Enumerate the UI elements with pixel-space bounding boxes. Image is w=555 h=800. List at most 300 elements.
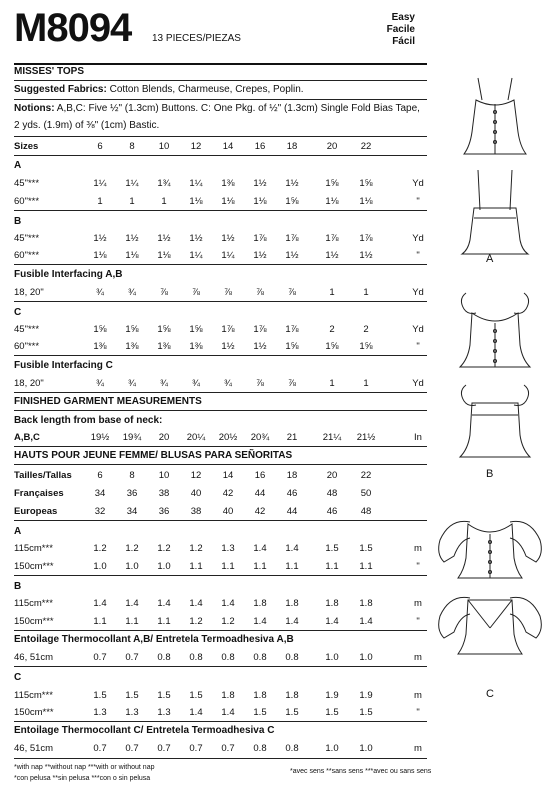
metric-title: HAUTS POUR JEUNE FEMME/ BLUSAS PARA SEÑORITAS (14, 450, 293, 461)
metric-row (14, 598, 427, 610)
cell-value: 1½ (285, 178, 299, 189)
cell-value: 50 (360, 488, 372, 499)
pieces-count: 13 PIECES/PIEZAS (152, 33, 241, 44)
cell-value: 1.3 (221, 543, 235, 554)
cell-value: 1.0 (325, 652, 339, 663)
cell-value: ¾ (224, 378, 232, 389)
cell-value: 1 (329, 287, 335, 298)
cell-value: 38 (190, 506, 202, 517)
pattern-number: M8094 (14, 6, 132, 50)
divider (14, 575, 427, 576)
cell-value: 1.5 (285, 707, 299, 718)
cell-value: 10 (158, 470, 170, 481)
cell-value: 1⅞ (253, 233, 267, 244)
unit: Yd (412, 233, 424, 244)
cell-value: 1.8 (253, 598, 267, 609)
cell-value: 22 (360, 470, 372, 481)
cell-value: 1.2 (221, 616, 235, 627)
cell-value: 1.1 (325, 561, 339, 572)
row-label: A,B,C (14, 432, 40, 443)
cell-value: 1¼ (125, 178, 139, 189)
cell-value: 0.8 (157, 652, 171, 663)
cell-value: 34 (126, 506, 138, 517)
cell-value: 1 (161, 196, 167, 207)
view-b-illustration (440, 285, 550, 475)
cell-value: 1¾ (157, 178, 171, 189)
cell-value: 1.8 (253, 690, 267, 701)
cell-value: 48 (326, 488, 338, 499)
footnote-en: *with nap **without nap ***with or without nap (14, 764, 155, 771)
cell-value: 1.4 (285, 616, 299, 627)
divider (14, 410, 427, 411)
cell-value: 1.8 (359, 598, 373, 609)
unit: " (416, 616, 420, 627)
cell-value: 1.1 (221, 561, 235, 572)
cell-value: 1.4 (325, 616, 339, 627)
divider (14, 136, 427, 137)
cell-value: 1½ (189, 233, 203, 244)
suggested-label: Suggested Fabrics: (14, 84, 107, 95)
row-label: Tailles/Tallas (14, 470, 72, 481)
cell-value: 1⅛ (93, 250, 107, 261)
cell-value: 6 (97, 141, 103, 152)
cell-value: 1⅛ (125, 250, 139, 261)
cell-value: 1⅝ (325, 178, 339, 189)
cell-value: 1⅛ (221, 196, 235, 207)
metric-row (14, 743, 427, 755)
cell-value: 0.8 (285, 743, 299, 754)
view-a-label: A (14, 160, 22, 171)
cell-value: 8 (129, 470, 135, 481)
view-a-illustration (440, 70, 550, 270)
cell-value: 1½ (125, 233, 139, 244)
cell-value: 1.8 (285, 598, 299, 609)
unit: m (414, 690, 422, 701)
divider (14, 99, 427, 100)
cell-value: 1.4 (189, 707, 203, 718)
cell-value: 19¾ (122, 432, 142, 443)
cell-value: 1⅝ (189, 324, 203, 335)
cell-value: 1.9 (359, 690, 373, 701)
divider (14, 63, 427, 65)
cell-value: 2 (329, 324, 335, 335)
cell-value: 1.5 (125, 690, 139, 701)
divider (14, 301, 427, 302)
row-label: 150cm*** (14, 707, 54, 718)
yardage-row (14, 378, 427, 390)
cell-value: 1.4 (253, 543, 267, 554)
row-label: 45"*** (14, 233, 40, 244)
cell-value: 1 (363, 287, 369, 298)
cell-value: 1⅞ (285, 233, 299, 244)
unit: " (416, 707, 420, 718)
fusible-ab-label: Fusible Interfacing A,B (14, 269, 123, 280)
cell-value: 1 (363, 378, 369, 389)
cell-value: 1½ (325, 250, 339, 261)
divider (14, 392, 427, 393)
cell-value: 21½ (356, 432, 376, 443)
cell-value: ⅞ (224, 287, 232, 298)
metric-c-label: C (14, 672, 22, 683)
cell-value: 1⅜ (189, 341, 203, 352)
cell-value: 0.7 (157, 743, 171, 754)
cell-value: 0.8 (253, 652, 267, 663)
footnote-es: *con pelusa **sin pelusa ***con o sin pelusa (14, 775, 151, 782)
cell-value: 1.0 (125, 561, 139, 572)
cell-value: 16 (254, 470, 266, 481)
cell-value: 1.0 (325, 743, 339, 754)
unit: Yd (412, 378, 424, 389)
fusible-c-label: Fusible Interfacing C (14, 360, 113, 371)
cell-value: 1½ (253, 178, 267, 189)
cell-value: 0.8 (253, 743, 267, 754)
cell-value: 38 (158, 488, 170, 499)
cell-value: 16 (254, 141, 266, 152)
unit: m (414, 743, 422, 754)
row-label: 60"*** (14, 341, 40, 352)
cell-value: 1⅝ (125, 324, 139, 335)
cell-value: 1.0 (93, 561, 107, 572)
difficulty-es: Fácil (392, 36, 415, 47)
cell-value: 1.1 (189, 561, 203, 572)
row-label: Françaises (14, 488, 64, 499)
cell-value: 1.4 (93, 598, 107, 609)
cell-value: 1⅞ (253, 324, 267, 335)
cell-value: 1.1 (93, 616, 107, 627)
finished-title: FINISHED GARMENT MEASUREMENTS (14, 396, 202, 407)
row-label: 115cm*** (14, 543, 53, 554)
yardage-row (14, 233, 427, 245)
cell-value: 1.5 (189, 690, 203, 701)
cell-value: 32 (94, 506, 106, 517)
cell-value: 1½ (253, 250, 267, 261)
cell-value: 1⅛ (253, 196, 267, 207)
row-label: 115cm*** (14, 690, 53, 701)
cell-value: 10 (158, 141, 170, 152)
notions-label: Notions: (14, 103, 55, 114)
cell-value: 19½ (90, 432, 110, 443)
cell-value: 1½ (93, 233, 107, 244)
cell-value: 1⅞ (325, 233, 339, 244)
row-label: 115cm*** (14, 598, 53, 609)
notions-text-2: 2 yds. (1.9m) of ⅜" (1cm) Bastic. (14, 120, 160, 131)
cell-value: 1¼ (221, 250, 235, 261)
cell-value: 1⅞ (359, 233, 373, 244)
cell-value: 1½ (285, 250, 299, 261)
metric-row (14, 561, 427, 573)
divider (14, 210, 427, 211)
cell-value: 0.7 (93, 743, 107, 754)
cell-value: ¾ (160, 378, 168, 389)
cell-value: 1.9 (325, 690, 339, 701)
cell-value: 1.5 (253, 707, 267, 718)
row-label: 45"*** (14, 324, 40, 335)
footnote-fr: *avec sens **sans sens ***avec ou sans sens (290, 768, 432, 775)
view-b-label: B (14, 216, 22, 227)
cell-value: 1⅝ (285, 196, 299, 207)
cell-value: 1.8 (285, 690, 299, 701)
cell-value: 0.7 (125, 743, 139, 754)
cell-value: 1⅜ (221, 178, 235, 189)
cell-value: 1⅜ (125, 341, 139, 352)
cell-value: 1.3 (93, 707, 107, 718)
row-label: 46, 51cm (14, 652, 54, 663)
cell-value: 0.7 (125, 652, 139, 663)
cell-value: 0.8 (285, 652, 299, 663)
cell-value: 42 (254, 506, 266, 517)
cell-value: 1⅞ (221, 324, 235, 335)
cell-value: 1.0 (359, 743, 373, 754)
metric-a-label: A (14, 526, 22, 537)
row-label: 60"*** (14, 196, 40, 207)
cell-value: 18 (286, 470, 298, 481)
cell-value: 1.2 (189, 616, 203, 627)
cell-value: 1⅛ (325, 196, 339, 207)
cell-value: 1½ (221, 233, 235, 244)
divider (14, 464, 427, 465)
cell-value: 1½ (221, 341, 235, 352)
cell-value: 1½ (157, 233, 171, 244)
row-label: 45"*** (14, 178, 40, 189)
cell-value: 12 (190, 141, 202, 152)
cell-value: ¾ (96, 287, 104, 298)
cell-value: 1.4 (157, 598, 171, 609)
unit: m (414, 652, 422, 663)
view-c-label: C (14, 307, 22, 318)
cell-value: 1½ (359, 250, 373, 261)
cell-value: 42 (222, 488, 234, 499)
cell-value: 1.4 (359, 616, 373, 627)
row-label: 150cm*** (14, 561, 54, 572)
cell-value: 44 (254, 488, 266, 499)
metric-fus-c-label: Entoilage Thermocollant C/ Entretela Termoadhesiva C (14, 725, 275, 736)
unit: " (416, 250, 420, 261)
cell-value: 1.4 (221, 598, 235, 609)
cell-value: 1.5 (325, 707, 339, 718)
cell-value: 1.8 (325, 598, 339, 609)
cell-value: 1¼ (189, 178, 203, 189)
cell-value: 1.2 (157, 543, 171, 554)
cell-value: 6 (97, 470, 103, 481)
cell-value: 1.1 (157, 616, 171, 627)
difficulty-en: Easy (391, 12, 415, 23)
cell-value: 1.8 (221, 690, 235, 701)
back-length-label: Back length from base of neck: (14, 415, 163, 426)
divider (14, 721, 427, 722)
cell-value: 48 (360, 506, 372, 517)
divider (14, 520, 427, 521)
yardage-row (14, 250, 427, 262)
unit: " (416, 561, 420, 572)
cell-value: 0.7 (93, 652, 107, 663)
row-label: 60"*** (14, 250, 40, 261)
suggested-fabrics (14, 84, 304, 95)
metric-row (14, 707, 427, 719)
cell-value: 1.5 (157, 690, 171, 701)
cell-value: 1.1 (253, 561, 267, 572)
cell-value: 1.4 (253, 616, 267, 627)
metric-b-label: B (14, 581, 22, 592)
yardage-row (14, 287, 427, 299)
cell-value: 21¼ (322, 432, 342, 443)
row-label: 46, 51cm (14, 743, 54, 754)
metric-row (14, 543, 427, 555)
notions (14, 103, 420, 114)
yardage-row (14, 341, 427, 353)
cell-value: 1.1 (285, 561, 299, 572)
cell-value: 0.7 (221, 743, 235, 754)
divider (14, 155, 427, 156)
cell-value: ¾ (128, 287, 136, 298)
cell-value: 12 (190, 470, 202, 481)
back-length-row (14, 432, 427, 444)
figure-b-label: B (486, 468, 494, 480)
cell-value: 20½ (218, 432, 238, 443)
unit: m (414, 543, 422, 554)
cell-value: ⅞ (288, 378, 296, 389)
cell-value: 1⅝ (359, 341, 373, 352)
divider (14, 446, 427, 447)
cell-value: 1.5 (359, 707, 373, 718)
cell-value: 20 (326, 470, 338, 481)
figure-c-label: C (486, 688, 494, 700)
difficulty-fr: Facile (386, 24, 415, 35)
cell-value: 22 (360, 141, 372, 152)
cell-value: 1.2 (125, 543, 139, 554)
cell-value: 36 (126, 488, 138, 499)
row-label: Sizes (14, 141, 39, 152)
cell-value: 1.0 (157, 561, 171, 572)
cell-value: 14 (222, 470, 234, 481)
cell-value: ¾ (128, 378, 136, 389)
cell-value: ⅞ (256, 378, 264, 389)
row-label: Europeas (14, 506, 58, 517)
cell-value: 1⅝ (359, 178, 373, 189)
row-label: 150cm*** (14, 616, 54, 627)
cell-value: 1 (329, 378, 335, 389)
cell-value: 2 (363, 324, 369, 335)
suggested-text: Cotton Blends, Charmeuse, Crepes, Poplin. (109, 84, 304, 95)
cell-value: ⅞ (288, 287, 296, 298)
cell-value: 14 (222, 141, 234, 152)
yardage-row (14, 178, 427, 190)
cell-value: ¾ (96, 378, 104, 389)
cell-value: 1⅛ (359, 196, 373, 207)
unit: " (416, 341, 420, 352)
difficulty-labels (387, 12, 415, 48)
cell-value: 1⅝ (325, 341, 339, 352)
metric-fus-ab-label: Entoilage Thermocollant A,B/ Entretela Termoadhesiva A,B (14, 634, 294, 645)
cell-value: 1.1 (359, 561, 373, 572)
notions-text: A,B,C: Five ½" (1.3cm) Buttons. C: One Pkg. of ½" (1.3cm) Single Fold Bias Tape, (56, 103, 420, 114)
cell-value: 40 (190, 488, 202, 499)
unit: In (414, 432, 422, 443)
cell-value: 1 (129, 196, 135, 207)
cell-value: 1⅜ (93, 341, 107, 352)
view-c-illustration (430, 510, 550, 680)
cell-value: 36 (158, 506, 170, 517)
figure-a-label: A (486, 253, 494, 265)
sizes-row (14, 141, 427, 153)
cell-value: 1.4 (189, 598, 203, 609)
cell-value: 0.8 (189, 652, 203, 663)
tailles-row (14, 470, 427, 482)
yardage-row (14, 324, 427, 336)
unit: " (416, 196, 420, 207)
divider (14, 758, 427, 759)
cell-value: 46 (326, 506, 338, 517)
unit: Yd (412, 287, 424, 298)
cell-value: 0.7 (189, 743, 203, 754)
yardage-row (14, 196, 427, 208)
cell-value: 1.4 (285, 543, 299, 554)
cell-value: 1.2 (189, 543, 203, 554)
cell-value: 1.4 (221, 707, 235, 718)
cell-value: 44 (286, 506, 298, 517)
metric-row (14, 690, 427, 702)
cell-value: 1.3 (125, 707, 139, 718)
cell-value: 46 (286, 488, 298, 499)
cell-value: 1⅜ (157, 341, 171, 352)
cell-value: 21 (286, 432, 298, 443)
cell-value: 1¼ (93, 178, 107, 189)
cell-value: ⅞ (192, 287, 200, 298)
cell-value: 0.8 (221, 652, 235, 663)
divider (14, 666, 427, 667)
cell-value: 1.0 (359, 652, 373, 663)
cell-value: 1⅞ (285, 324, 299, 335)
cell-value: 8 (129, 141, 135, 152)
cell-value: 40 (222, 506, 234, 517)
cell-value: 1⅝ (157, 324, 171, 335)
cell-value: ⅞ (160, 287, 168, 298)
cell-value: 1¼ (189, 250, 203, 261)
cell-value: 1.3 (157, 707, 171, 718)
europeas-row (14, 506, 427, 518)
francaises-row (14, 488, 427, 500)
misses-title: MISSES' TOPS (14, 66, 84, 77)
cell-value: 20¾ (250, 432, 270, 443)
cell-value: 20 (158, 432, 170, 443)
divider (14, 80, 427, 81)
cell-value: ¾ (192, 378, 200, 389)
cell-value: 1⅝ (285, 341, 299, 352)
cell-value: 1.5 (93, 690, 107, 701)
cell-value: 20 (326, 141, 338, 152)
divider (14, 630, 427, 631)
cell-value: 1.1 (125, 616, 139, 627)
cell-value: 34 (94, 488, 106, 499)
row-label: 18, 20" (14, 287, 44, 298)
row-label: 18, 20" (14, 378, 44, 389)
cell-value: 1⅛ (157, 250, 171, 261)
unit: m (414, 598, 422, 609)
cell-value: 1.2 (93, 543, 107, 554)
divider (14, 355, 427, 356)
cell-value: 1.4 (125, 598, 139, 609)
unit: Yd (412, 324, 424, 335)
unit: Yd (412, 178, 424, 189)
cell-value: 20¼ (186, 432, 206, 443)
cell-value: ⅞ (256, 287, 264, 298)
cell-value: 1.5 (359, 543, 373, 554)
cell-value: 1⅝ (93, 324, 107, 335)
cell-value: 1.5 (325, 543, 339, 554)
cell-value: 1½ (253, 341, 267, 352)
cell-value: 1 (97, 196, 103, 207)
cell-value: 1⅛ (189, 196, 203, 207)
cell-value: 18 (286, 141, 298, 152)
